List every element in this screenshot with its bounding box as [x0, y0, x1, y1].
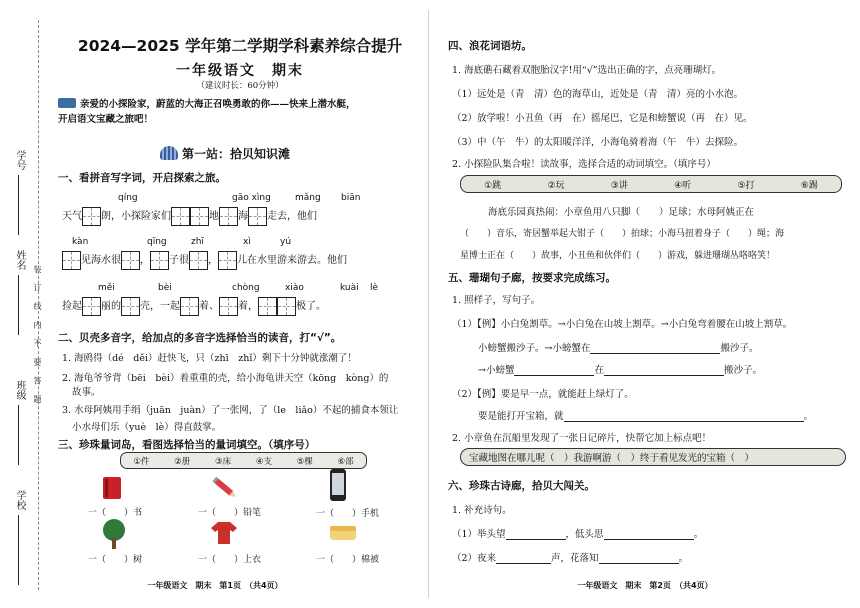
poem-line-1	[452, 526, 703, 540]
text: 要是能打开宝箱，就	[478, 411, 564, 422]
text: 儿在水里游来游去。他们	[237, 255, 347, 266]
char-box[interactable]	[82, 207, 101, 226]
tree-item	[60, 518, 180, 565]
homophone-item-3: （3）中（午 牛）的太阳暖洋洋，小海龟骑着海（午 牛）去探险。	[452, 137, 744, 148]
char-box[interactable]	[248, 207, 267, 226]
option: ③讲	[610, 180, 628, 191]
sentence-answer-1b	[478, 362, 762, 376]
pinyin: xiào	[285, 283, 304, 293]
char-box[interactable]	[121, 297, 140, 316]
intro-text	[58, 97, 426, 127]
pinyin: qíng	[118, 193, 138, 203]
story-line-1: 海底乐园真热闹：小章鱼用八只脚（ ）足球；水母阿姨正在	[488, 207, 755, 218]
option: ①跳	[484, 180, 502, 191]
answer-blank[interactable]	[590, 342, 720, 354]
pinyin: chòng	[232, 283, 260, 293]
shell-icon	[160, 146, 178, 160]
book-item	[60, 475, 180, 518]
intro-line-1: 亲爱的小探险家，蔚蓝的大海正召唤勇敢的你——快来上潜水艇，	[80, 99, 356, 110]
option: ⑥踢	[800, 180, 818, 191]
pinyin-row-3	[62, 297, 326, 316]
char-box[interactable]	[189, 251, 208, 270]
school-line	[18, 515, 19, 585]
book-icon	[100, 475, 124, 501]
section-3-heading: 三、珍珠量词岛，看图选择恰当的量词填空。（填序号）	[58, 439, 316, 451]
quilt-blank: 一（ ）棉被	[316, 555, 380, 565]
story-line-3: 星博士正在（ ）故事，小丑鱼和伙伴们（ ）游戏，躲进珊瑚丛咯咯笑！	[460, 251, 776, 261]
char-box[interactable]	[190, 207, 209, 226]
measure-word-options	[120, 452, 367, 469]
book-blank: 一（ ）书	[88, 508, 143, 518]
text: ，	[140, 255, 150, 266]
option: ⑤打	[737, 180, 755, 191]
exam-subtitle: 一年级语文 期末	[176, 63, 304, 79]
char-box[interactable]	[258, 297, 277, 316]
char-box[interactable]	[121, 251, 140, 270]
station-label: 第一站：拾贝知识滩	[182, 147, 291, 161]
char-box[interactable]	[82, 297, 101, 316]
text: 搬沙子。	[723, 365, 762, 376]
school-label: 学校	[14, 490, 25, 510]
char-box[interactable]	[219, 297, 238, 316]
pencil-icon	[210, 475, 240, 501]
student-id-label: 学号	[14, 150, 25, 170]
section-2-heading: 二、贝壳多音字，给加点的多音字选择恰当的读音，打“√”。	[58, 332, 342, 344]
class-line	[18, 405, 19, 465]
phone-blank: 一（ ）手机	[316, 509, 380, 519]
text: 海	[238, 211, 248, 222]
text: 。	[693, 529, 704, 540]
sentence-answer-1a	[478, 340, 758, 354]
text: 着、	[199, 301, 219, 312]
homophone-item-1: （1）远处是（青 清）色的海草山，近处是（青 清）亮的小水泡。	[452, 89, 744, 100]
text: 小螃蟹搬沙子。→小螃蟹在	[478, 343, 591, 354]
student-id-line	[18, 175, 19, 235]
shirt-blank: 一（ ）上衣	[198, 555, 262, 565]
char-box[interactable]	[277, 297, 296, 316]
option: ①件	[133, 456, 150, 467]
option: ③床	[215, 456, 232, 467]
page-2-footer: 一年级语文 期末 第2页 （共4页）	[577, 581, 713, 590]
char-box[interactable]	[62, 251, 81, 270]
phone-item	[288, 468, 408, 519]
binding-seal-text: 装 订 线 内 不 要 答 题	[33, 265, 42, 407]
text: 丽的	[101, 301, 121, 312]
option: ⑥部	[337, 456, 354, 467]
answer-blank[interactable]	[564, 410, 804, 422]
pinyin: bèi	[158, 283, 172, 293]
poem-line-2	[452, 550, 688, 564]
phone-icon	[328, 468, 348, 502]
text: 天气	[62, 211, 82, 222]
exam-time: （建议时长：60分钟）	[196, 81, 284, 91]
page-1-footer: 一年级语文 期末 第1页 （共4页）	[147, 581, 283, 590]
text: ，	[208, 255, 218, 266]
name-line	[18, 275, 19, 335]
pinyin: lè	[370, 283, 379, 293]
section-4-heading: 四、浪花词语坊。	[448, 40, 532, 52]
tree-blank: 一（ ）树	[88, 555, 143, 565]
answer-blank[interactable]	[604, 364, 724, 376]
punctuation-sentence: 宝藏地图在哪儿呢（ ）我游啊游（ ）终于看见发光的宝箱（ ）	[460, 448, 846, 466]
sentence-answer-2	[478, 408, 813, 422]
answer-blank[interactable]	[506, 528, 566, 540]
pencil-blank: 一（ ）铅笔	[198, 508, 262, 518]
char-box[interactable]	[150, 251, 169, 270]
char-box[interactable]	[180, 297, 199, 316]
binding-dashed-line	[38, 20, 39, 590]
option: ④听	[674, 180, 692, 191]
intro-line-2: 开启语文宝藏之旅吧！	[58, 114, 154, 125]
pinyin: zhī	[191, 237, 204, 247]
polyphone-item-3b: 小水母们乐（yuè lè）得直鼓掌。	[72, 422, 222, 433]
text: 。	[803, 411, 814, 422]
char-box[interactable]	[219, 207, 238, 226]
polyphone-item-2b: 故事。	[72, 387, 101, 398]
pinyin: kàn	[72, 237, 89, 247]
text: 地	[209, 211, 219, 222]
char-box[interactable]	[171, 207, 190, 226]
station-title	[160, 145, 290, 162]
tree-icon	[100, 518, 128, 550]
pinyin-row-1	[62, 207, 317, 226]
polyphone-item-1: 1. 海鸥得（dé děi）赶快飞，只（zhī zhǐ）剩下十分钟就涨潮了！	[62, 353, 357, 364]
pinyin-row-2	[62, 251, 347, 270]
pinyin: xì	[243, 237, 251, 247]
pinyin: gāo xìng	[232, 193, 271, 203]
pinyin: yú	[280, 237, 292, 247]
option: ②册	[174, 456, 191, 467]
quilt-icon	[328, 520, 358, 544]
text: ，低头思	[565, 529, 604, 540]
verb-question: 2. 小探险队集合啦！读故事，选择合适的动词填空。（填序号）	[452, 159, 716, 170]
text: 捡起	[62, 301, 82, 312]
text: 。	[678, 553, 689, 564]
exam-page-2	[430, 0, 860, 608]
text: （1）举头望	[452, 529, 506, 540]
option: ⑤棵	[296, 456, 313, 467]
option: ④支	[255, 456, 272, 467]
answer-blank[interactable]	[496, 552, 551, 564]
char-box[interactable]	[218, 251, 237, 270]
pencil-item	[170, 475, 290, 518]
pinyin: měi	[98, 283, 115, 293]
section-5-heading: 五、珊瑚句子廊，按要求完成练习。	[448, 272, 616, 284]
pinyin: biān	[341, 193, 361, 203]
poem-question: 1. 补充诗句。	[452, 505, 512, 516]
text: 着，	[238, 301, 258, 312]
submarine-icon	[58, 98, 76, 108]
binding-strip	[6, 90, 42, 590]
answer-blank[interactable]	[599, 552, 679, 564]
text: 子很	[169, 255, 189, 266]
polyphone-item-3a: 3. 水母阿姨用手绢（juān juàn）了一张网，了（le liǎo）不起的捕食本领让	[62, 405, 399, 416]
pinyin: qīng	[147, 237, 167, 247]
story-line-2: （ ）音乐，寄居蟹举起大钳子（ ）拍球；小海马扭着身子（ ）绳；海	[460, 229, 785, 239]
sentence-question: 1. 照样子，写句子。	[452, 295, 541, 306]
text: 在	[594, 365, 604, 376]
quilt-item	[288, 520, 408, 565]
polyphone-item-2a: 2. 海龟爷爷背（bēi bèi）着重重的壳，给小海龟讲天空（kōng kòng）的	[62, 373, 389, 384]
answer-blank[interactable]	[514, 364, 594, 376]
text: 声，花落知	[551, 553, 599, 564]
text: 走去，他们	[267, 211, 317, 222]
pinyin: kuài	[340, 283, 359, 293]
pinyin: mǎng	[295, 193, 321, 203]
option: ②玩	[547, 180, 565, 191]
text: 极了。	[296, 301, 326, 312]
homophone-question: 1. 海底礁石藏着双胞胎汉字!用“√”选出正确的字，点亮珊瑚灯。	[452, 65, 722, 76]
text: 壳，一起	[140, 301, 180, 312]
page-divider	[428, 10, 429, 598]
text: 朗，小探险家们	[101, 211, 171, 222]
section-6-heading: 六、珍珠古诗廊，拾贝大闯关。	[448, 480, 595, 492]
section-1-heading: 一、看拼音写字词，开启探索之旅。	[58, 172, 226, 184]
homophone-item-2: （2）放学啦！小丑鱼（再 在）摇尾巴，它是和螃蟹说（再 在）见。	[452, 113, 753, 124]
text: （2）夜来	[452, 553, 497, 564]
shirt-item	[170, 520, 290, 565]
answer-blank[interactable]	[604, 528, 694, 540]
text: →小螃蟹	[478, 365, 515, 376]
text: 搬沙子。	[720, 343, 759, 354]
exam-title: 2024—2025 学年第二学期学科素养综合提升	[77, 37, 403, 55]
verb-options	[460, 175, 842, 193]
sentence-example-2: （2）【例】要是早一点，就能赶上绿灯了。	[452, 389, 634, 400]
shirt-icon	[210, 520, 238, 546]
sentence-example-1: （1）【例】小白兔割草。→小白兔在山坡上割草。→小白兔弯着腰在山坡上割草。	[452, 319, 793, 330]
name-label: 姓名	[14, 250, 25, 270]
text: 见海水很	[81, 255, 121, 266]
class-label: 班级	[14, 380, 25, 400]
punctuation-question: 2. 小章鱼在沉船里发现了一张日记碎片，快帮它加上标点吧！	[452, 433, 712, 444]
